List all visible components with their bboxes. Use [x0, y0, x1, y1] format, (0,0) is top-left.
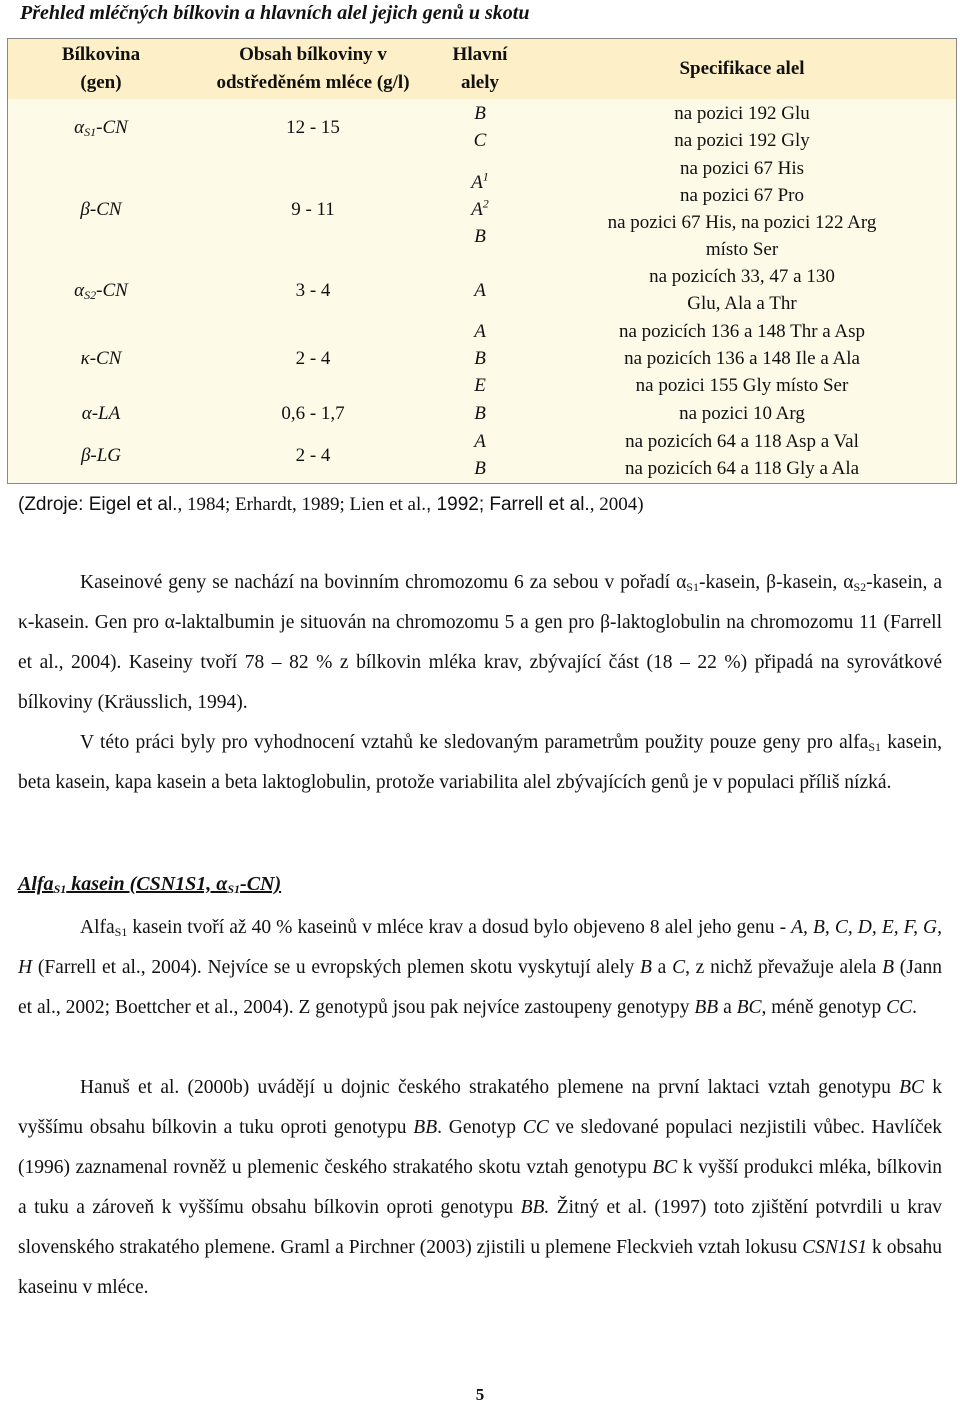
content-cell: 12 - 15 — [286, 116, 340, 138]
table-row — [8, 427, 956, 483]
gene-cell: α-LA — [81, 402, 121, 424]
allele-cell: B — [474, 402, 486, 424]
paragraph-genes-used: V této práci byly pro vyhodnocení vztahů ke sledovaným parametrům použity pouze geny pro alfa$_{S1}$ kasein, beta kasein, kapa kasein a beta laktoglobulin, protože variabilita alel zbývajících genů je v populaci příliš nízká. — [18, 732, 942, 793]
content-cell: 0,6 - 1,7 — [281, 402, 345, 424]
spec-cell: na pozici 67 His na pozici 67 Pro na pozici 67 His, na pozici 122 Arg místo Ser — [607, 158, 877, 260]
spec-cell: na pozicích 136 a 148 Thr a Asp na pozicích 136 a 148 Ile a Ala na pozici 155 Gly místo Ser — [618, 320, 866, 396]
gene-cell: β-LG — [80, 444, 122, 466]
gene-cell: β-CN — [80, 198, 122, 220]
header-spec: Specifikace alel — [679, 58, 805, 79]
table-sources: (Zdroje: Eigel et al., 1984; Erhardt, 1989; Lien et al., 1992; Farrell et al., 2004) — [18, 494, 644, 515]
gene-cell: $\alpha_{S2}-CN$ — [74, 279, 128, 302]
content-cell: 2 - 4 — [295, 347, 331, 369]
allele-cell: A — [474, 279, 486, 301]
allele-cell: $A^1$ $A^2$ B — [471, 169, 489, 247]
header-alleles: Hlavní alely — [452, 44, 508, 93]
paragraph-hanus: Hanuš et al. (2000b) uvádějí u dojnic českého strakatého plemene na první laktaci vztah genotypu BC k vyššímu obsahu bílkovin a tuku oproti genotypu BB. Genotyp CC ve sledované populaci nezjistili vůbec. Havlíček (1996) zaznamenal rovněž u plemenic českého strakatého skotu vztah genotypu BC k vyšší produkci mléka, bílkovin a tuku a zároveň k vyššímu obsahu bílkovin oproti genotypu BB. Žitný et al. (1997) toto zjištění potvrdili u krav slovenského strakatého plemene. Graml a Pirchner (2003) zjistili u plemene Fleckvieh vztah lokusu CSN1S1 k obsahu kaseinu v mléce. — [18, 1077, 943, 1298]
content-cell: 9 - 11 — [291, 198, 335, 220]
content-cell: 2 - 4 — [295, 444, 331, 466]
paragraph-casein-genes: Kaseinové geny se nachází na bovinním chromozomu 6 za sebou v pořadí $\alpha_{S1}$-kasein, β-kasein, $\alpha_{S2}$-kasein, a κ-kasein. Gen pro α-laktalbumin je situován na chromozomu 5 a gen pro β-laktoglobulin na chromozomu 11 (Farrell et al., 2004). Kaseiny tvoří 78 – 82 % z bílkovin mléka krav, zbývající část (18 – 22 %) připadá na syrovátkové bílkoviny (Kräusslich, 1994). — [18, 572, 943, 713]
gene-cell: $\alpha_{S1}-CN$ — [74, 116, 128, 139]
paragraph-alfa-s1: Alfa$_{S1}$ kasein tvoří až 40 % kaseinů v mléce krav a dosud bylo objeveno 8 alel jeho genu - A, B, C, D, E, F, G, H (Farrell et al., 2004). Nejvíce se u evropských plemen skotu vyskytují alely B a C, z nichž převažuje alela B (Jann et al., 2002; Boettcher et al., 2004). Z genotypů jsou pak nejvíce zastoupeny genotypy BB a BC, méně genotyp CC. — [18, 917, 942, 1018]
protein-table — [7, 38, 957, 484]
content-cell: 3 - 4 — [295, 279, 331, 301]
header-protein: Bílkovina (gen) — [61, 44, 141, 93]
allele-cell: A B E — [474, 320, 486, 396]
section-heading: Alfa$_{S1}$ kasein (CSN1S1, $\alpha_{S1}-CN$) — [18, 873, 282, 896]
table-header-row — [8, 39, 956, 99]
spec-cell: na pozici 192 Glu na pozici 192 Gly — [674, 103, 810, 151]
spec-cell: na pozicích 64 a 118 Asp a Val na pozicích 64 a 118 Gly a Ala — [624, 431, 860, 479]
allele-cell: B C — [473, 103, 487, 151]
spec-cell: na pozicích 33, 47 a 130 Glu, Ala a Thr — [649, 266, 835, 314]
header-content: Obsah bílkoviny v odstředěném mléce (g/l) — [216, 44, 410, 93]
table-row — [8, 155, 956, 263]
allele-cell: A B — [474, 431, 486, 479]
spec-cell: na pozici 10 Arg — [679, 402, 805, 424]
page-title: Přehled mléčných bílkovin a hlavních alel jejich genů u skotu — [20, 2, 530, 24]
table-row — [8, 99, 956, 155]
table-row — [8, 399, 956, 427]
table-row — [8, 263, 956, 317]
page-number: 5 — [475, 1385, 485, 1404]
gene-cell: κ-CN — [80, 347, 122, 369]
table-row — [8, 317, 956, 399]
